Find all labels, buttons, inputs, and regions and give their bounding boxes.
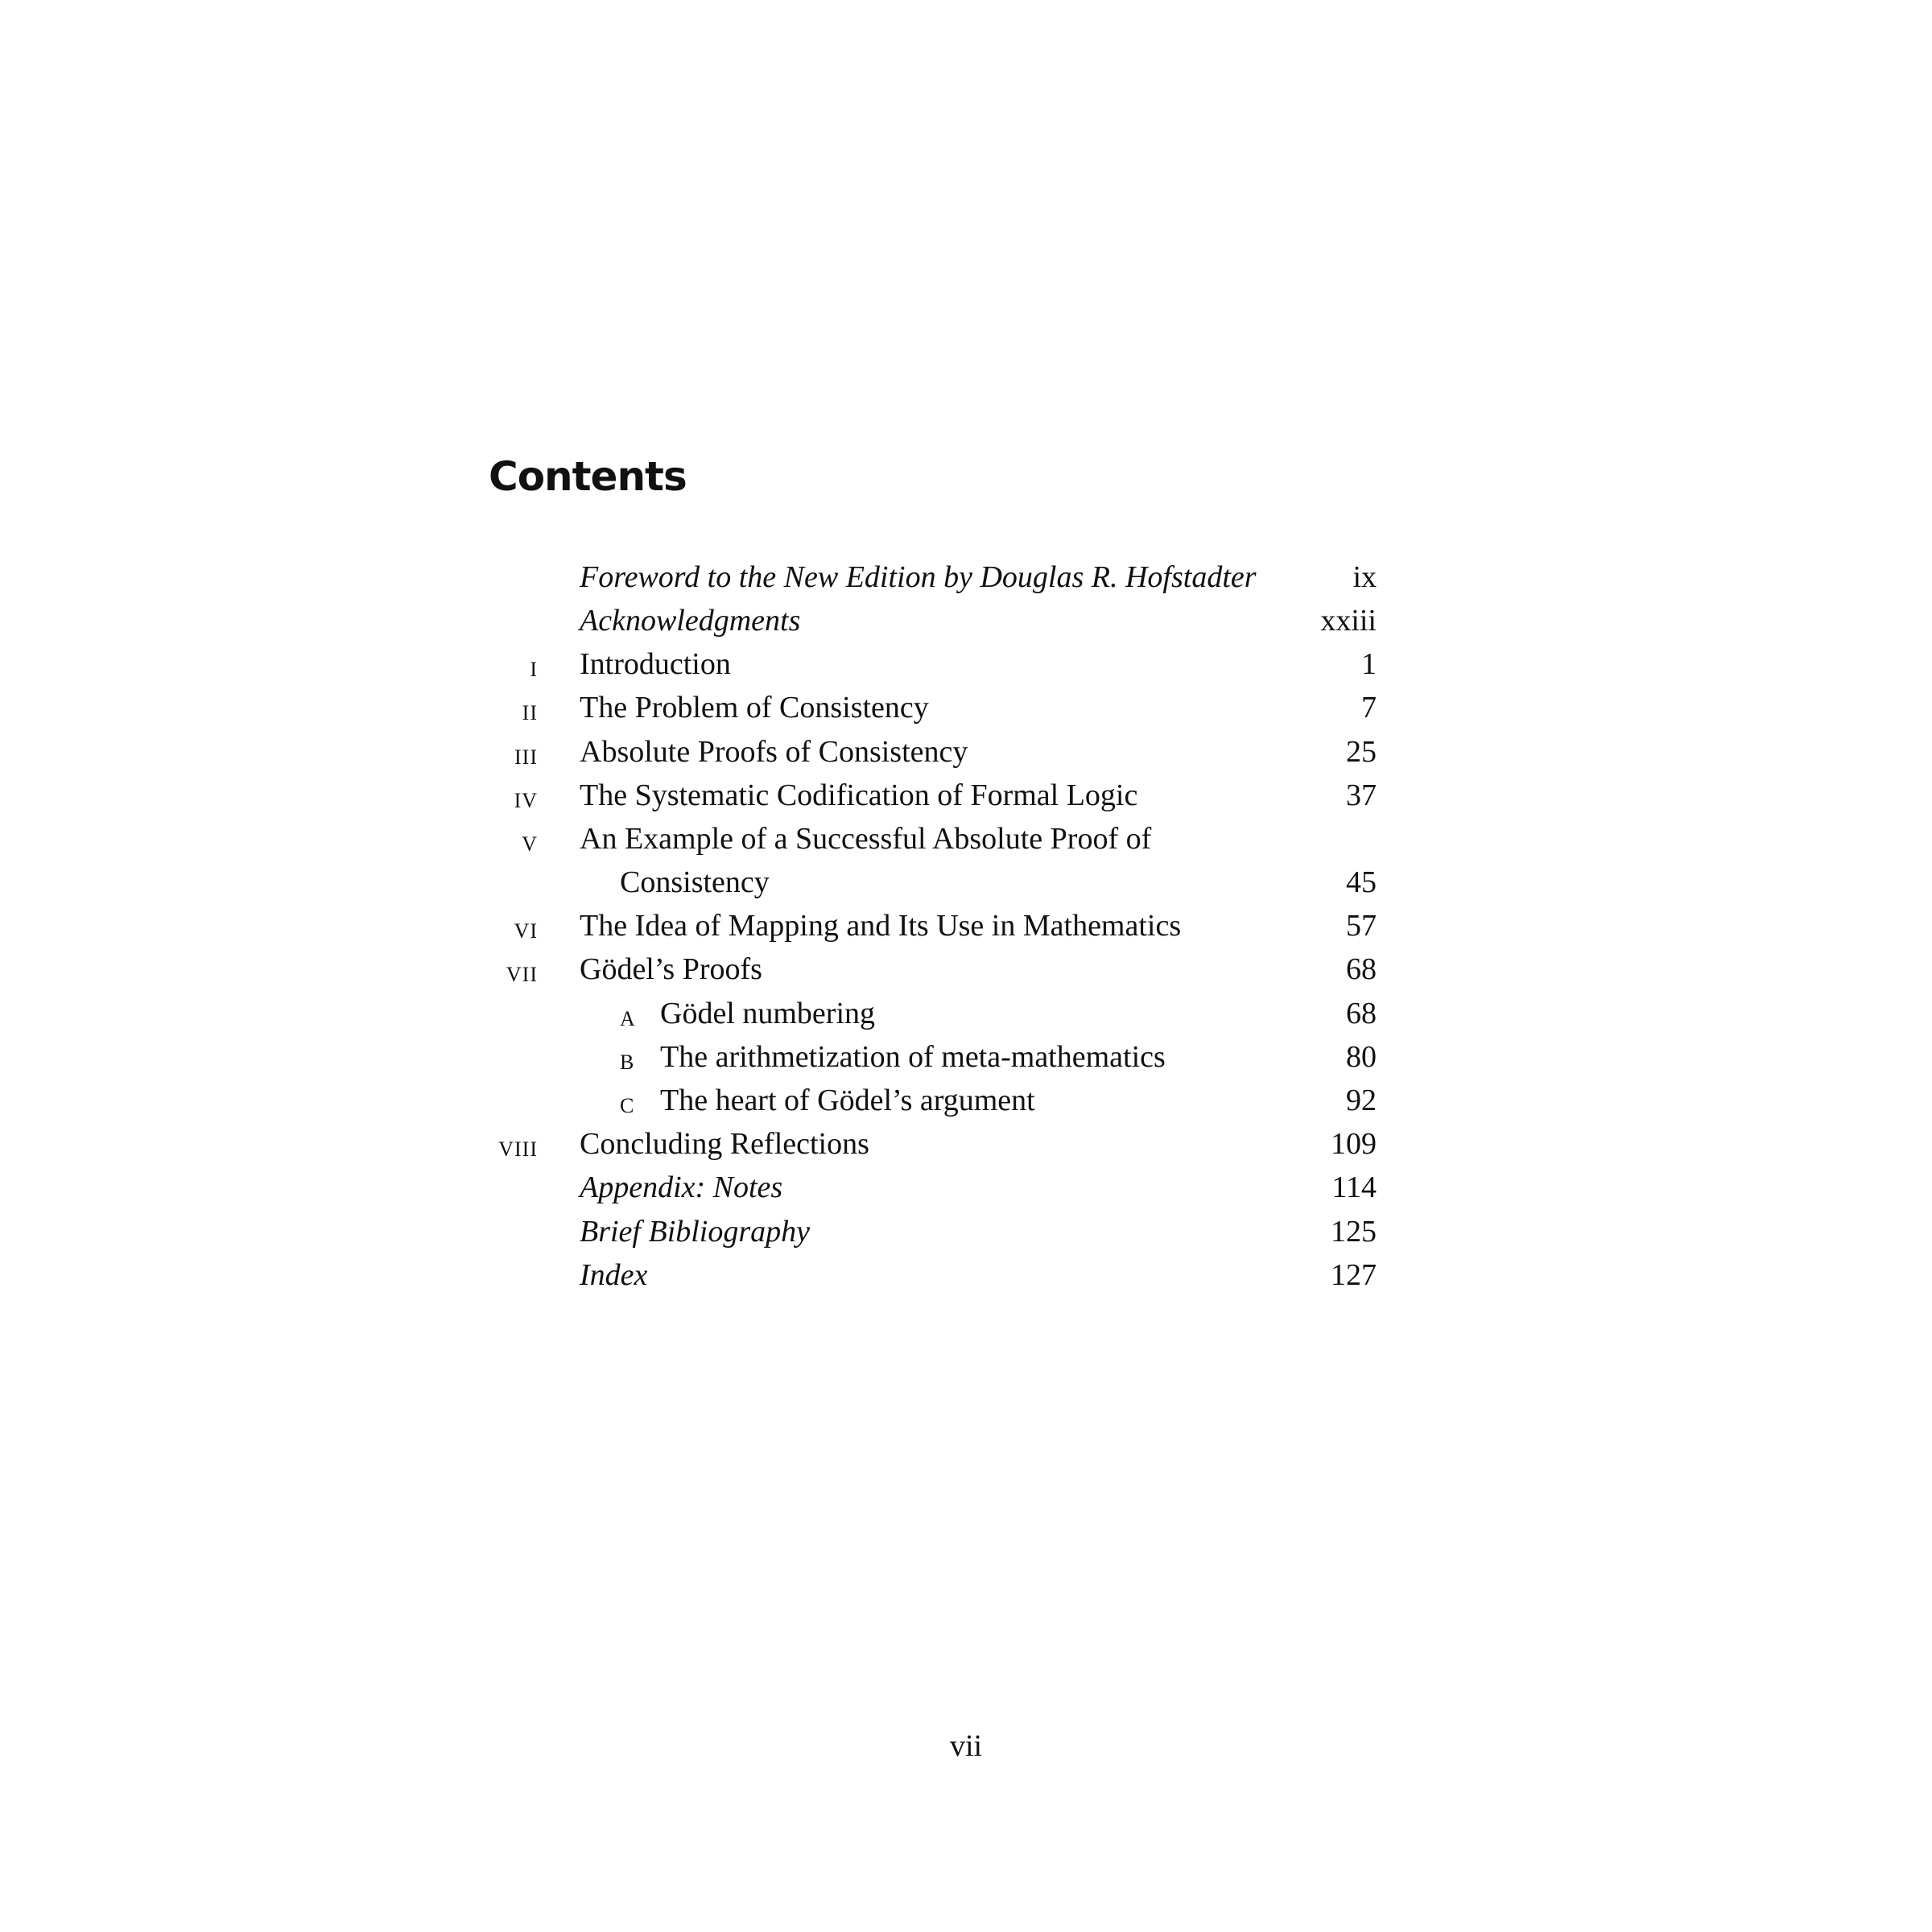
chapter-number: III [514, 745, 538, 769]
toc-entry-chapter-3[interactable] [0, 730, 1932, 774]
toc-entry-acknowledgments[interactable] [0, 599, 1932, 642]
chapter-number: I [530, 658, 538, 681]
toc-entry-page: 7 [1361, 691, 1377, 724]
toc-entry-chapter-1[interactable] [0, 642, 1932, 686]
chapter-number: II [522, 701, 538, 724]
toc-entry-title[interactable]: Acknowledgments [580, 604, 801, 638]
toc-entry-chapter-5-continued[interactable] [0, 861, 1932, 904]
toc-entry-page: 57 [1346, 909, 1377, 943]
toc-entry-title[interactable]: The heart of Gödel’s argument [660, 1084, 1035, 1117]
toc-entry-title[interactable]: Gödel’s Proofs [580, 952, 762, 986]
toc-entry-section-7b[interactable] [0, 1035, 1932, 1079]
section-letter: B [620, 1051, 634, 1074]
toc-entry-title[interactable]: Foreword to the New Edition by Douglas R. Hofstadter [580, 560, 1257, 594]
section-letter: A [620, 1007, 635, 1030]
toc-entry-chapter-2[interactable] [0, 686, 1932, 729]
toc-entry-page: xxiii [1320, 604, 1377, 638]
toc-entry-page: 1 [1361, 647, 1377, 681]
toc-entry-page: 80 [1346, 1040, 1377, 1074]
toc-entry-title[interactable]: Absolute Proofs of Consistency [580, 735, 968, 769]
page-title: Contents [489, 453, 687, 500]
toc-entry-chapter-5[interactable] [0, 817, 1932, 861]
toc-entry-chapter-4[interactable] [0, 774, 1932, 817]
toc-entry-section-7c[interactable] [0, 1079, 1932, 1122]
toc-entry-title[interactable]: Index [580, 1258, 648, 1292]
toc-entry-title[interactable]: Appendix: Notes [580, 1170, 783, 1204]
page-number: vii [949, 1729, 983, 1763]
toc-entry-title[interactable]: The Systematic Codification of Formal Logic [580, 778, 1138, 812]
toc-entry-page: 45 [1346, 865, 1377, 899]
toc-entry-title[interactable]: The Problem of Consistency [580, 691, 929, 724]
section-letter: C [620, 1094, 634, 1117]
toc-entry-title[interactable]: Concluding Reflections [580, 1127, 869, 1161]
chapter-number: VIII [498, 1137, 538, 1161]
toc-entry-appendix[interactable] [0, 1166, 1932, 1209]
toc-entry-page: 109 [1331, 1127, 1377, 1161]
chapter-number: IV [514, 789, 538, 812]
toc-entry-chapter-7[interactable] [0, 947, 1932, 991]
chapter-number: V [522, 832, 538, 856]
toc-entry-page: 125 [1331, 1215, 1377, 1249]
toc-entry-page: ix [1352, 560, 1377, 594]
toc-entry-title[interactable]: Gödel numbering [660, 997, 876, 1030]
toc-entry-page: 68 [1346, 997, 1377, 1030]
chapter-number: VII [506, 963, 538, 986]
toc-entry-page: 114 [1331, 1170, 1377, 1204]
toc-entry-chapter-6[interactable] [0, 904, 1932, 947]
toc-entry-index[interactable] [0, 1253, 1932, 1297]
chapter-number: VI [514, 919, 538, 943]
toc-entry-page: 37 [1346, 778, 1377, 812]
toc-entry-page: 127 [1331, 1258, 1377, 1292]
toc-entry-section-7a[interactable] [0, 992, 1932, 1035]
toc-entry-page: 68 [1346, 952, 1377, 986]
toc-entry-title[interactable]: Introduction [580, 647, 731, 681]
toc-entry-page: 92 [1346, 1084, 1377, 1117]
toc-entry-title[interactable]: An Example of a Successful Absolute Proof of [580, 822, 1152, 856]
toc-entry-title[interactable]: The Idea of Mapping and Its Use in Mathematics [580, 909, 1182, 943]
toc-entry-title-continued[interactable]: Consistency [620, 865, 770, 899]
toc-entry-page: 25 [1346, 735, 1377, 769]
toc-entry-chapter-8[interactable] [0, 1122, 1932, 1166]
toc-entry-foreword[interactable] [0, 555, 1932, 599]
toc-entry-title[interactable]: The arithmetization of meta-mathematics [660, 1040, 1166, 1074]
toc-entry-bibliography[interactable] [0, 1210, 1932, 1253]
toc-entry-title[interactable]: Brief Bibliography [580, 1215, 811, 1249]
